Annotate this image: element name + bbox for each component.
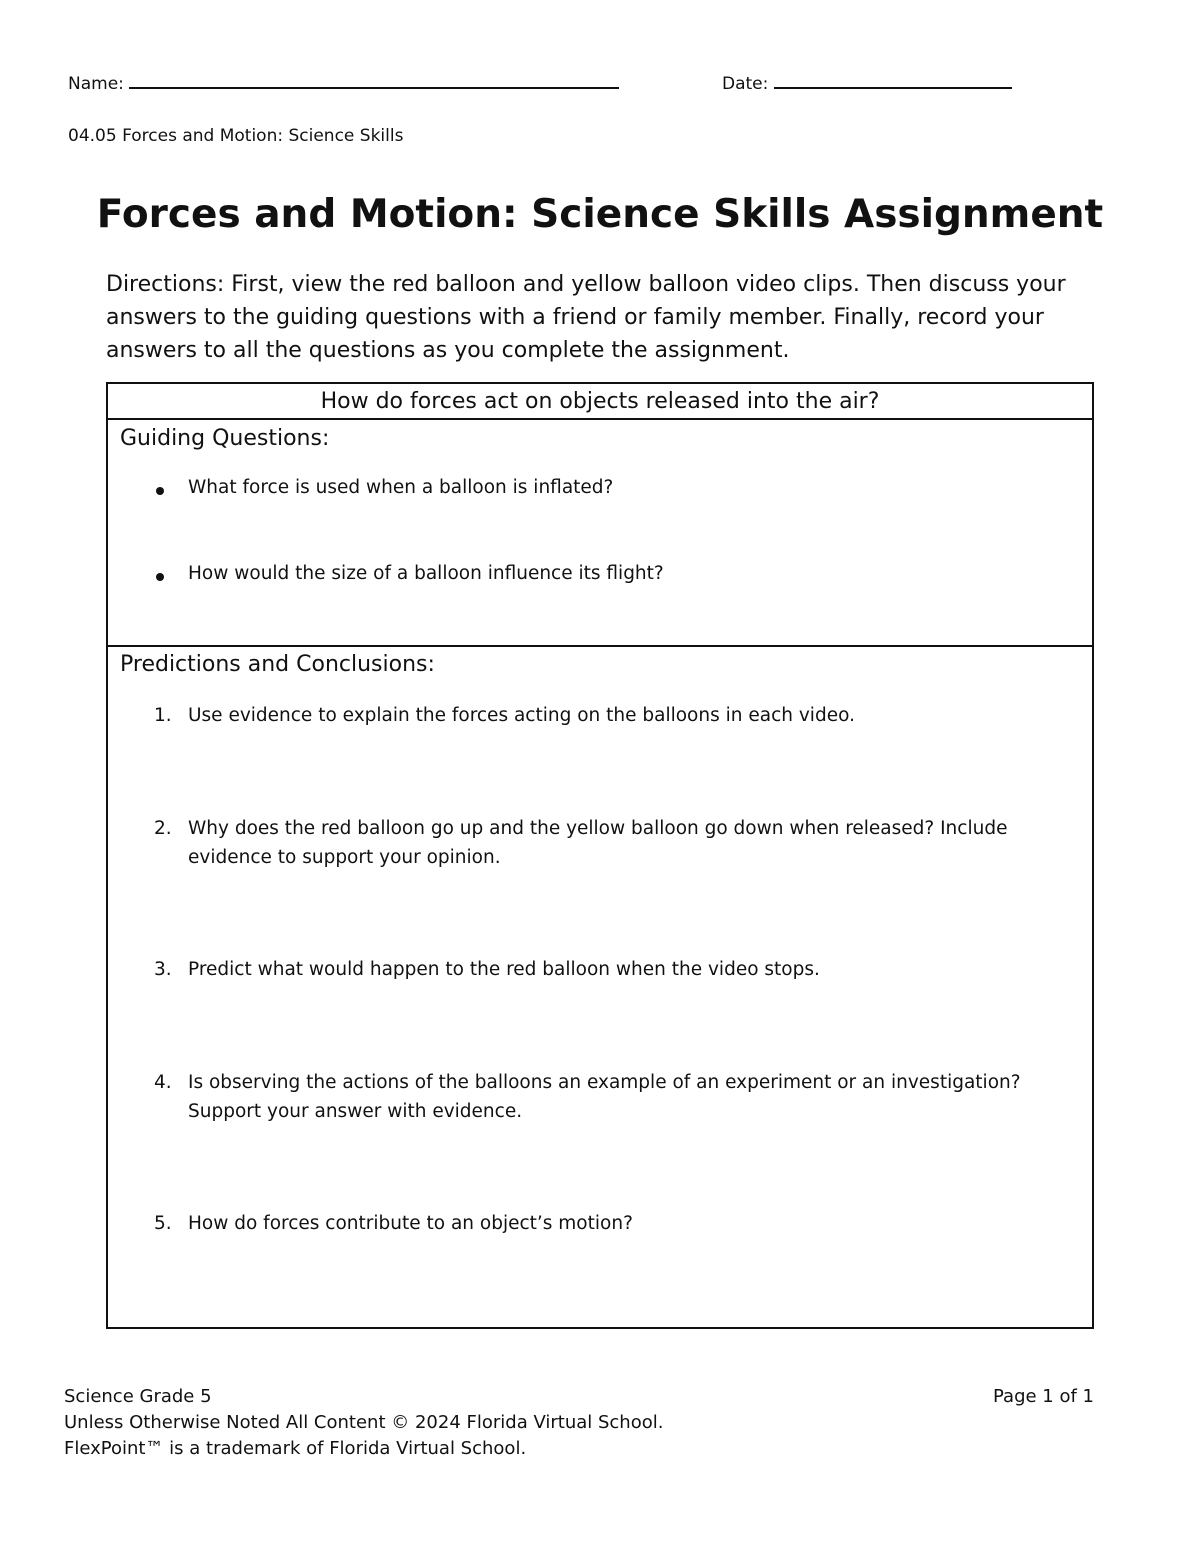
date-blank[interactable] xyxy=(774,75,1012,89)
predictions-title: Predictions and Conclusions: xyxy=(120,652,435,677)
footer-left xyxy=(64,1384,663,1462)
question-number: 3. xyxy=(154,959,172,980)
footer-trademark: FlexPoint™ is a trademark of Florida Virtual School. xyxy=(64,1438,527,1459)
prediction-question: Predict what would happen to the red balloon when the video stops. xyxy=(188,959,820,980)
name-field[interactable] xyxy=(68,74,619,94)
prediction-question: Use evidence to explain the forces acting on the balloons in each video. xyxy=(188,705,855,726)
prediction-question: Is observing the actions of the balloons an example of an experiment or an investigation? Support your answer with evidence. xyxy=(188,1072,1021,1122)
footer-copyright: Unless Otherwise Noted All Content © 2024 Florida Virtual School. xyxy=(64,1412,664,1433)
bullet-icon xyxy=(156,487,164,495)
question-number: 5. xyxy=(154,1213,172,1234)
question-number: 2. xyxy=(154,818,172,839)
prediction-question: Why does the red balloon go up and the yellow balloon go down when released? Include evidence to support your opinion. xyxy=(188,818,1008,868)
prediction-question: How do forces contribute to an object’s motion? xyxy=(188,1213,633,1234)
guiding-questions-title: Guiding Questions: xyxy=(120,426,330,451)
predictions-section xyxy=(108,647,1092,1325)
footer-course: Science Grade 5 xyxy=(64,1386,212,1407)
date-field[interactable] xyxy=(722,74,1012,94)
guiding-question: What force is used when a balloon is inflated? xyxy=(188,477,614,498)
question-table xyxy=(106,382,1094,1329)
directions-text: Directions: First, view the red balloon and yellow balloon video clips. Then discuss your answers to the guiding questions with a friend or family member. Finally, record your answers to all the questions as you complete the assignment. xyxy=(106,272,1066,363)
guiding-question: How would the size of a balloon influence its flight? xyxy=(188,563,664,584)
question-number: 1. xyxy=(154,705,172,726)
guiding-questions-section xyxy=(108,420,1092,647)
course-label: 04.05 Forces and Motion: Science Skills xyxy=(68,126,404,146)
name-blank[interactable] xyxy=(129,75,619,89)
date-label: Date: xyxy=(722,74,769,94)
page-number: Page 1 of 1 xyxy=(993,1386,1094,1407)
name-label: Name: xyxy=(68,74,124,94)
table-header: How do forces act on objects released into the air? xyxy=(108,384,1092,420)
question-number: 4. xyxy=(154,1072,172,1093)
bullet-icon xyxy=(156,573,164,581)
page-title: Forces and Motion: Science Skills Assignment xyxy=(96,192,1104,237)
